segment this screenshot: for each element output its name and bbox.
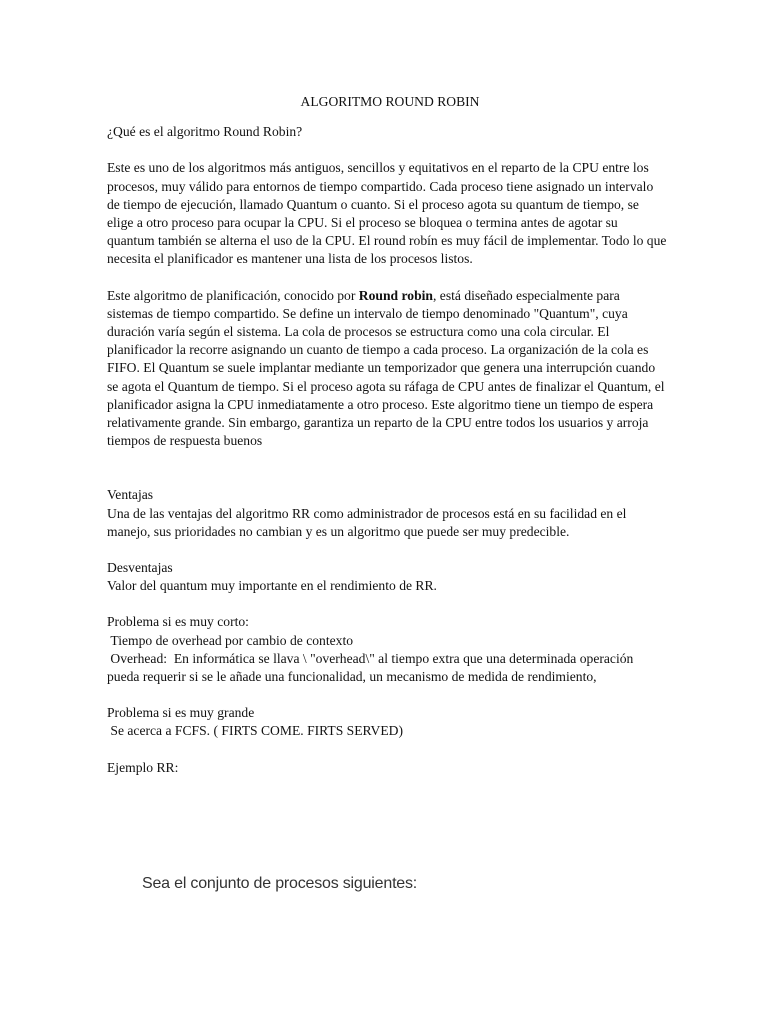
- paragraph-1: Este es uno de los algoritmos más antiguos, sencillos y equitativos en el reparto de la CPU entre los procesos, muy válido para entornos de tiempo compartido. Cada proceso tiene asignado un intervalo de tiempo de ejecución, llamado Quantum o cuanto. Si el proceso agota su quantum de tiempo, se elige a otro proceso para ocupar la CPU. Si el proceso se bloquea o termina antes de agotar su quantum también se alterna el uso de la CPU. El round robín es muy fácil de implementar. Todo lo que necesita el planificador es mantener una lista de los procesos listos.: [107, 160, 667, 267]
- desventajas-text: Valor del quantum muy importante en el rendimiento de RR.: [107, 578, 437, 594]
- paragraph-2: [107, 287, 667, 451]
- document-body: [107, 93, 667, 777]
- paragraph-2-bold: Round robin: [358, 287, 433, 303]
- problema-grande-heading: Problema si es muy grande: [107, 705, 255, 721]
- document-title: ALGORITMO ROUND ROBIN: [300, 94, 480, 109]
- question-heading: ¿Qué es el algoritmo Round Robin?: [107, 124, 303, 140]
- ejemplo-intro-text: Sea el conjunto de procesos siguientes:: [142, 875, 418, 892]
- paragraph-2-end: , está diseñado especialmente para sistemas de tiempo compartido. Se define un intervalo de tiempo denominado "Quantum", cuya duración varía según el sistema. La cola de procesos se estructura como una cola circular. El planificador la recorre asignando un cuanto de tiempo a cada proceso. La organización de la cola es FIFO. El Quantum se suele implantar mediante un temporizador que genera una interrupción cuando se agota el Quantum de tiempo. Si el proceso agota su ráfaga de CPU antes de finalizar el Quantum, el planificador asigna la CPU inmediatamente a otro proceso. Este algoritmo tiene un tiempo de espera relativamente grande. Sin embargo, garantiza un reparto de la CPU entre todos los usuarios y arroja tiempos de respuesta buenos: [107, 287, 665, 449]
- ventajas-text: Una de las ventajas del algoritmo RR como administrador de procesos está en su facilidad en el manejo, sus prioridades no cambian y es un algoritmo que puede ser muy predecible.: [107, 505, 627, 539]
- paragraph-2-start: Este algoritmo de planificación, conocido por: [107, 287, 359, 303]
- ejemplo-heading: Ejemplo RR:: [107, 759, 179, 775]
- desventajas-heading: Desventajas: [107, 560, 173, 576]
- problema-grande-line: Se acerca a FCFS. ( FIRTS COME. FIRTS SERVED): [107, 723, 403, 739]
- problema-corto-heading: Problema si es muy corto:: [107, 614, 249, 630]
- ventajas-heading: Ventajas: [107, 487, 154, 503]
- problema-corto-line-2: Overhead: En informática se llava \ "overhead\" al tiempo extra que una determinada operación pueda requerir si se le añade una funcionalidad, un mecanismo de medida de rendimiento,: [107, 650, 637, 685]
- problema-corto-line-1: Tiempo de overhead por cambio de contexto: [107, 632, 354, 648]
